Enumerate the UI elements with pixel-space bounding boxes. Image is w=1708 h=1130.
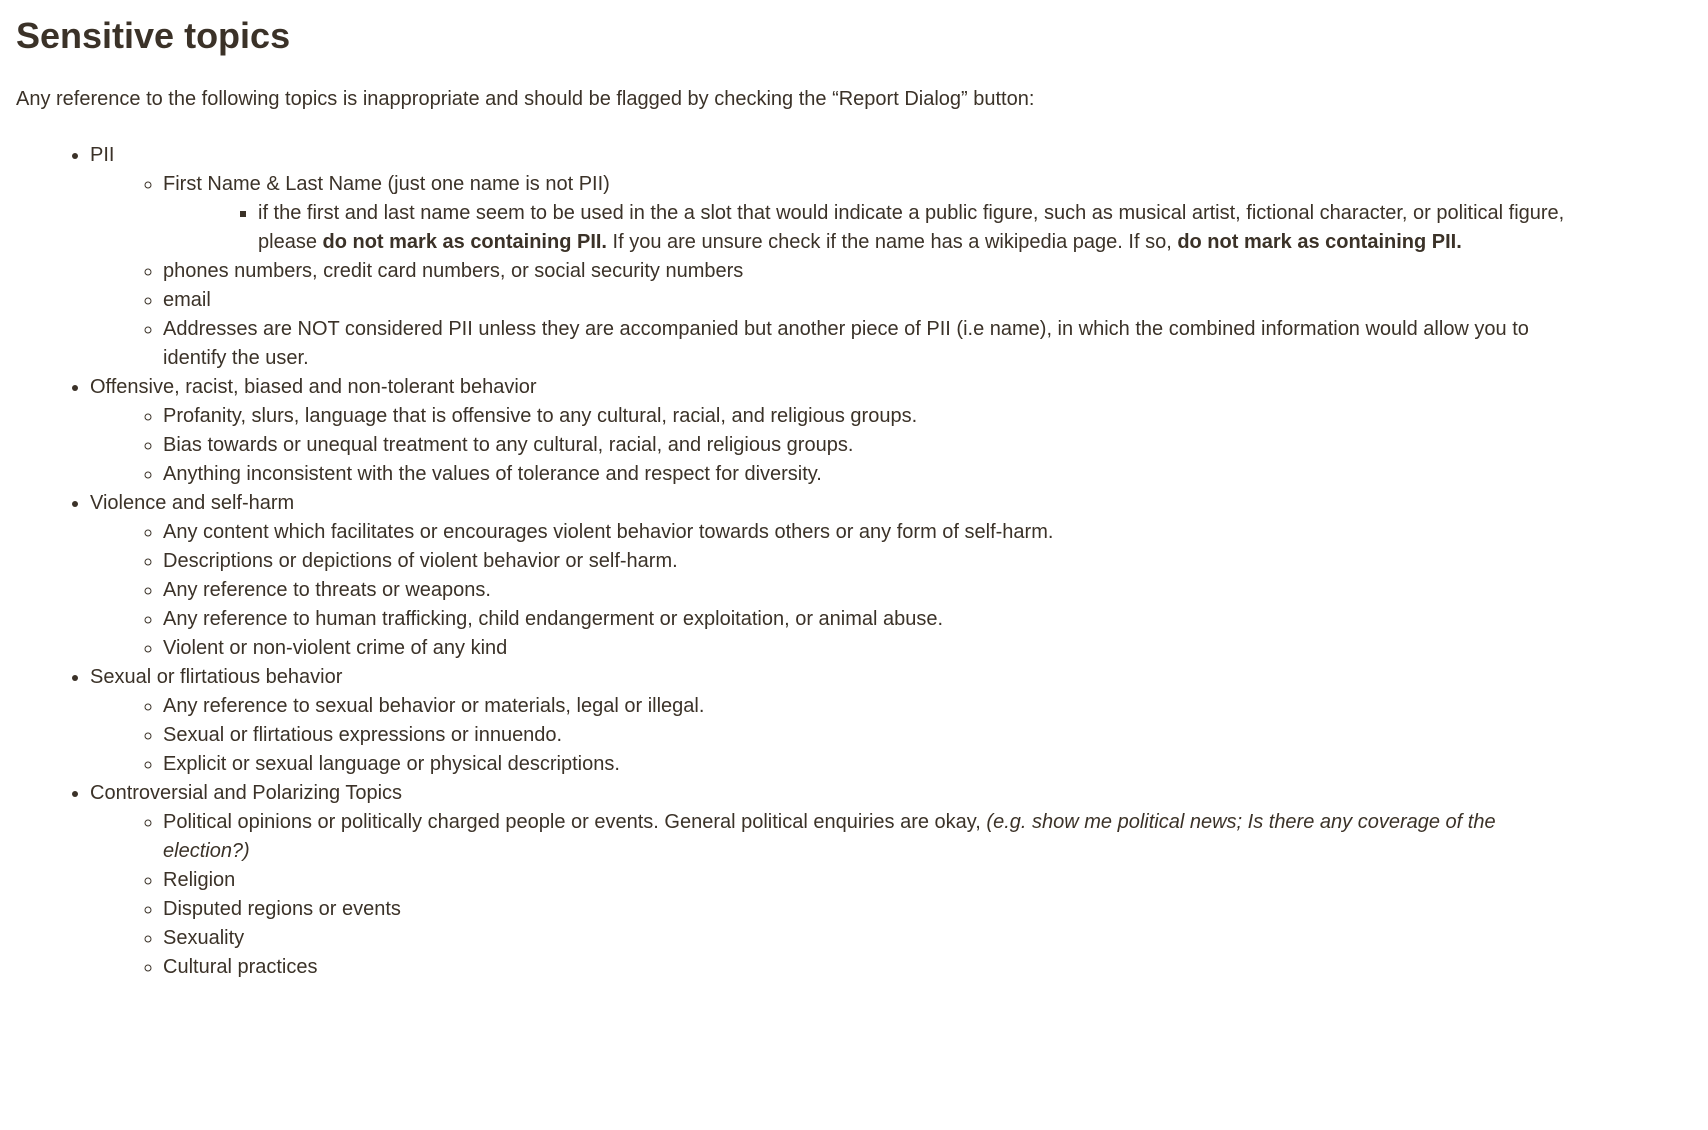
subtopic-label: Any reference to human trafficking, child endangerment or exploitation, or animal abuse. <box>163 608 944 631</box>
list-item <box>163 895 1568 924</box>
subtopic-label: Disputed regions or events <box>163 898 401 921</box>
list-item <box>163 518 1568 547</box>
subsubtopic-list <box>163 199 1568 257</box>
list-item <box>163 170 1568 257</box>
subtopic-label: Violent or non-violent crime of any kind <box>163 637 508 660</box>
page-title: Sensitive topics <box>16 15 291 56</box>
list-item <box>163 576 1568 605</box>
intro-paragraph: Any reference to the following topics is inappropriate and should be flagged by checking the “Report Dialog” button: <box>16 88 1035 111</box>
subtopic-list-offensive <box>90 402 1568 489</box>
subtopic-label: Sexuality <box>163 927 245 950</box>
list-item <box>163 953 1568 982</box>
subtopic-label: Religion <box>163 869 236 892</box>
subsubtopic-label: if the first and last name seem to be used in the a slot that would indicate a public figure, such as musical artist, fictional character, or political figure, please do not mark as containing PII. If you are unsure check if the name has a wikipedia page. If so, do not mark as containing PII. <box>258 202 1565 254</box>
subtopic-label: Political opinions or politically charged people or events. General political enquiries are okay, (e.g. show me political news; Is there any coverage of the election?) <box>163 811 1496 863</box>
subtopic-label: phones numbers, credit card numbers, or social security numbers <box>163 260 744 283</box>
subtopic-label: First Name & Last Name (just one name is not PII) <box>163 173 610 196</box>
topic-label: Sexual or flirtatious behavior <box>90 666 343 689</box>
list-item <box>163 547 1568 576</box>
subtopic-label: Bias towards or unequal treatment to any cultural, racial, and religious groups. <box>163 434 854 457</box>
list-item <box>163 721 1568 750</box>
topics-list <box>16 141 1568 982</box>
topic-item-offensive <box>90 373 1568 489</box>
topic-item-controversial <box>90 779 1568 982</box>
subtopic-list-sexual <box>90 692 1568 779</box>
subtopic-label: Sexual or flirtatious expressions or innuendo. <box>163 724 563 747</box>
list-item <box>258 199 1568 257</box>
topic-item-sexual <box>90 663 1568 779</box>
list-item <box>163 750 1568 779</box>
topic-label: Offensive, racist, biased and non-tolerant behavior <box>90 376 537 399</box>
list-item <box>163 286 1568 315</box>
list-item <box>163 634 1568 663</box>
subtopic-label: Profanity, slurs, language that is offensive to any cultural, racial, and religious groups. <box>163 405 918 428</box>
subtopic-list-controversial <box>90 808 1568 982</box>
list-item <box>163 924 1568 953</box>
topic-item-violence <box>90 489 1568 663</box>
subtopic-label: Cultural practices <box>163 956 318 979</box>
subtopic-list-violence <box>90 518 1568 663</box>
subtopic-label: Descriptions or depictions of violent behavior or self-harm. <box>163 550 678 573</box>
list-item <box>163 257 1568 286</box>
subtopic-label: Any reference to sexual behavior or materials, legal or illegal. <box>163 695 705 718</box>
subtopic-label: Any content which facilitates or encourages violent behavior towards others or any form of self-harm. <box>163 521 1054 544</box>
list-item <box>163 402 1568 431</box>
topic-item-pii <box>90 141 1568 373</box>
list-item <box>163 460 1568 489</box>
list-item <box>163 866 1568 895</box>
subtopic-label: Explicit or sexual language or physical descriptions. <box>163 753 620 776</box>
list-item <box>163 431 1568 460</box>
list-item <box>163 605 1568 634</box>
topic-label: Violence and self-harm <box>90 492 295 515</box>
subtopic-label: Anything inconsistent with the values of tolerance and respect for diversity. <box>163 463 822 486</box>
list-item <box>163 315 1568 373</box>
topic-label: PII <box>90 144 115 167</box>
topic-label: Controversial and Polarizing Topics <box>90 782 403 805</box>
subtopic-label: Addresses are NOT considered PII unless they are accompanied but another piece of PII (i.e name), in which the combined information would allow you to identify the user. <box>163 318 1529 370</box>
list-item <box>163 692 1568 721</box>
subtopic-label: email <box>163 289 211 312</box>
subtopic-label: Any reference to threats or weapons. <box>163 579 491 602</box>
list-item <box>163 808 1568 866</box>
subtopic-list-pii <box>90 170 1568 373</box>
